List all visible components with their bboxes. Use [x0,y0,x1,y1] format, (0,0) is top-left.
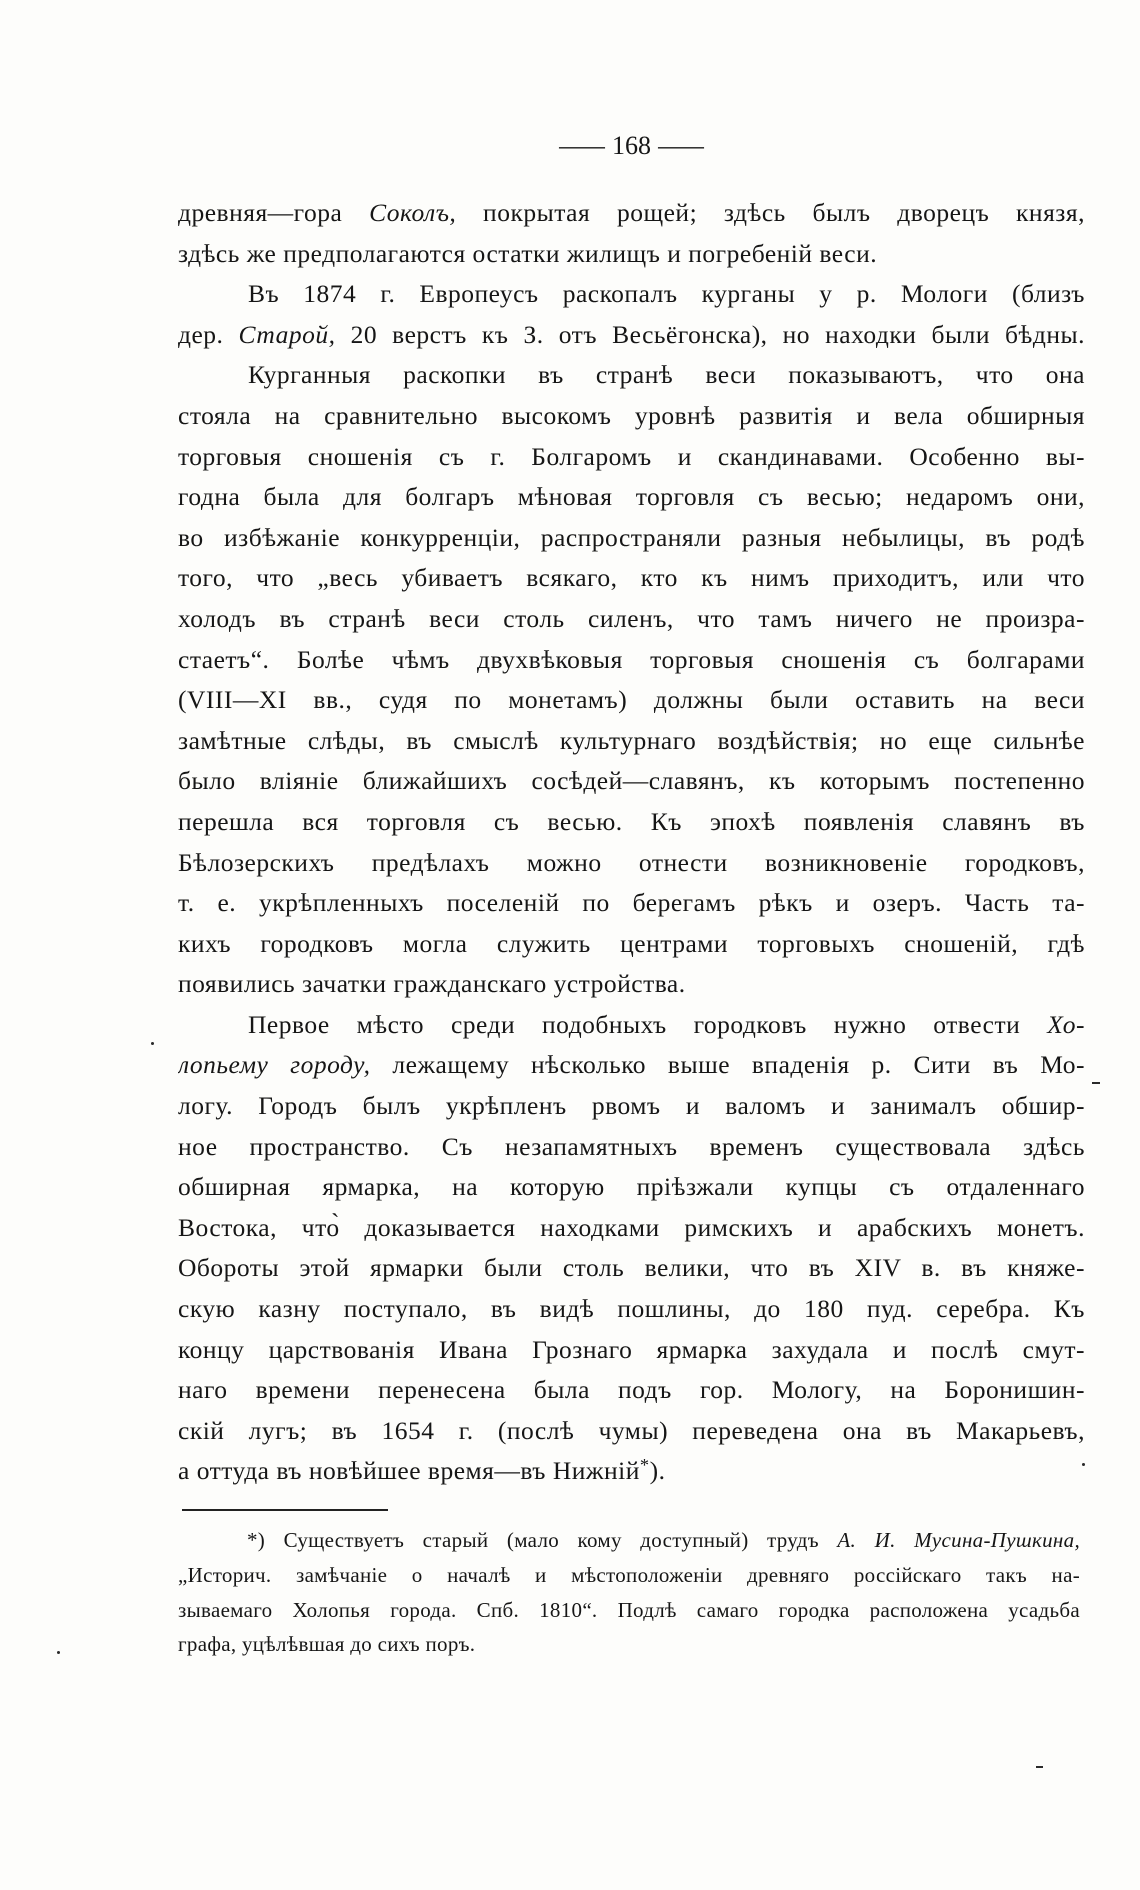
text-segment: концу царствованія Ивана Грознаго ярмарка захудала и послѣ смут- [178,1334,1085,1364]
text-segment: лежащему нѣсколько выше впаденія р. Сити въ Мо- [370,1050,1085,1080]
text-segment: того, что „весь убиваетъ всякаго, кто къ нимъ приходитъ, или что [178,563,1085,593]
text-segment: Курганныя раскопки въ странѣ веси показываютъ, что она [248,360,1085,390]
text-segment: 20 верстъ къ З. отъ Весьёгонска), но находки были бѣдны. [335,319,1085,349]
text-line [178,558,1085,599]
text-segment: обширная ярмарка, на которую пріѣзжали купцы съ отдаленнаго [178,1172,1085,1202]
text-line [178,1127,1085,1168]
text-line [178,1045,1085,1086]
text-segment: *) Существуетъ старый (мало кому доступный) трудъ [247,1528,838,1552]
text-line [178,802,1085,843]
footnote-line [178,1558,1080,1593]
text-segment: а оттуда въ новѣйшее время—въ Нижній [178,1456,640,1486]
text-segment: древняя—гора [178,198,370,227]
text-line [178,437,1085,478]
text-segment: стаетъ“. Болѣе чѣмъ двухвѣковыя торговыя сношенія съ болгарами [178,644,1085,674]
text-segment: Первое мѣсто среди подобныхъ городковъ нужно отвести [248,1009,1048,1039]
footnote-line [178,1627,1080,1662]
text-segment: торговыя сношенія съ г. Болгаромъ и скандинавами. Особенно вы- [178,441,1085,471]
footnote-line [178,1523,1080,1558]
text-line [178,1370,1085,1411]
text-segment: холодъ въ странѣ веси столь силенъ, что тамъ ничего не произра- [178,603,1085,633]
text-line [178,640,1085,681]
scan-speck [151,1042,154,1045]
text-segment: ). [649,1456,666,1486]
text-line [178,599,1085,640]
text-line [178,924,1085,965]
text-segment: Востока, что̀ доказывается находками римскихъ и арабскихъ монетъ. [178,1212,1085,1242]
text-line [178,193,1085,234]
text-line [178,1411,1085,1452]
text-line [178,1248,1085,1289]
italic-text: А. И. Мусина-Пушкина, [837,1528,1080,1552]
scan-speck [1092,1082,1100,1084]
main-text [178,193,1085,1492]
footnote-separator-rule [182,1509,388,1511]
text-line [178,1167,1085,1208]
text-segment: скую казну поступало, въ видѣ пошлины, до 180 пуд. серебра. Къ [178,1294,1085,1324]
italic-text: Соколъ, [369,198,457,227]
text-line [178,843,1085,884]
italic-text: лопьему городу, [178,1050,371,1080]
text-segment: здѣсь же предполагаются остатки жилищъ и погребеній веси. [178,238,878,268]
text-segment: (VIII—XI вв., судя по монетамъ) должны были оставить на веси [178,685,1085,715]
text-line [178,1208,1085,1249]
text-segment: наго времени перенесена была подъ гор. Мологу, на Боронишин- [178,1375,1085,1405]
text-segment: кихъ городковъ могла служить центрами торговыхъ сношеній, гдѣ [178,928,1085,958]
text-line [178,680,1085,721]
scan-speck [1036,1766,1043,1768]
text-line [178,1289,1085,1330]
text-segment: скій лугъ; въ 1654 г. (послѣ чумы) переведена она въ Макарьевъ, [178,1415,1085,1445]
page-number-dash-left: — [559,131,605,160]
text-line [178,274,1085,315]
text-segment: годна была для болгаръ мѣновая торговля съ весью; недаромъ они, [178,482,1085,512]
footnote-line [178,1593,1080,1628]
scan-speck [1082,1463,1085,1466]
footnote-marker: * [639,1455,650,1476]
text-segment: логу. Городъ былъ укрѣпленъ рвомъ и валомъ и занималъ обшир- [178,1091,1085,1121]
text-line [178,1451,1085,1492]
paragraph [178,1005,1085,1492]
scan-speck [57,1651,60,1654]
text-line [178,883,1085,924]
text-segment: Въ 1874 г. Европеусъ раскопалъ курганы у р. Мологи (близъ [248,279,1085,309]
paragraph [178,193,1085,274]
text-segment: Обороты этой ярмарки были столь велики, что въ XIV в. въ княже- [178,1253,1085,1283]
text-segment: появились зачатки гражданскаго устройства. [178,969,686,999]
text-segment: было вліяніе ближайшихъ сосѣдей—славянъ, къ которымъ постепенно [178,766,1085,796]
text-segment: стояла на сравнительно высокомъ уровнѣ развитія и вела обширныя [178,400,1085,430]
text-line [178,477,1085,518]
page-number: 168 [612,131,651,160]
paragraph [178,274,1085,355]
text-line [178,396,1085,437]
text-line [178,518,1085,559]
text-line [178,1005,1085,1046]
text-segment: графа, уцѣлѣвшая до сихъ поръ. [178,1632,476,1657]
text-segment: дер. [178,319,239,349]
paragraph [178,355,1085,1005]
text-segment: покрытая рощей; здѣсь былъ дворецъ князя, [456,198,1085,227]
text-line [178,315,1085,356]
page-number-dash-right: — [658,131,704,160]
text-line [178,1086,1085,1127]
text-segment: „Историч. замѣчаніе о началѣ и мѣстоположеніи древняго россійскаго такъ на- [178,1562,1080,1587]
text-segment: ное пространство. Съ незапамятныхъ временъ существовала здѣсь [178,1131,1085,1161]
text-segment: Бѣлозерскихъ предѣлахъ можно отнести возникновеніе городковъ, [178,847,1085,877]
text-segment: зываемаго Холопья города. Спб. 1810“. Подлѣ самаго городка расположена усадьба [178,1597,1080,1622]
text-segment: перешла вся торговля съ весью. Къ эпохѣ появленія славянъ въ [178,806,1085,836]
text-line [178,355,1085,396]
text-line [178,964,1085,1005]
italic-text: Старой, [238,319,336,349]
text-segment: замѣтные слѣды, въ смыслѣ культурнаго воздѣйствія; но еще сильнѣе [178,725,1085,755]
text-line [178,721,1085,762]
text-segment: т. е. укрѣпленныхъ поселеній по берегамъ рѣкъ и озеръ. Часть та- [178,888,1085,918]
italic-text: Хо- [1047,1009,1085,1039]
text-line [178,761,1085,802]
page-number-header [178,127,1085,165]
text-line [178,234,1085,275]
text-segment: во избѣжаніе конкурренціи, распространяли разныя небылицы, въ родѣ [178,522,1085,552]
footnote [178,1523,1080,1662]
text-line [178,1330,1085,1371]
